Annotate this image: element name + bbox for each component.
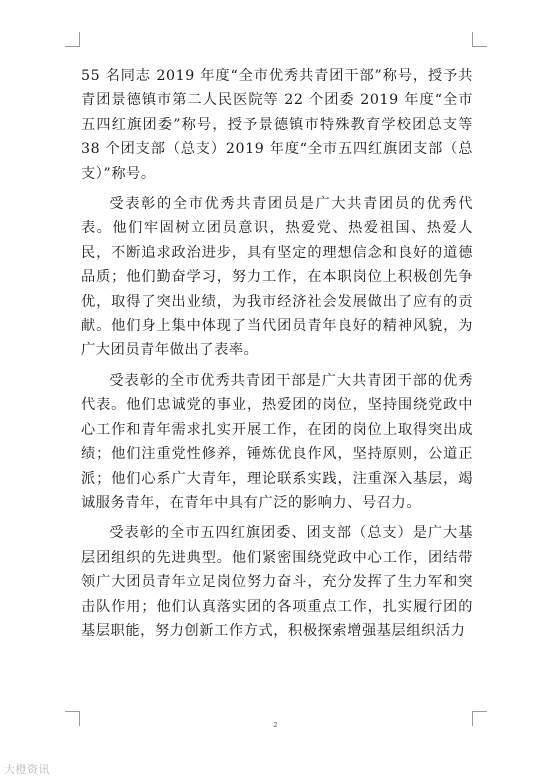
watermark: 大橙资讯 <box>4 763 50 776</box>
paragraph-outstanding-cadres: 受表彰的全市优秀共青团干部是广大共青团干部的优秀代表。他们忠诚党的事业，热爱团的岗位，坚持围绕党政中心工作和青年需求扎实开展工作，在团的岗位上取得突出成绩；他们注重党性修养，锤炼优良作风，坚持原则，公道正派；他们心系广大青年，理论联系实践，注重深入基层，竭诚服务青年，在青年中具有广泛的影响力、号召力。 <box>81 372 473 511</box>
paragraph-award-list: 55 名同志 2019 年度“全市优秀共青团干部”称号，授予共青团景德镇市第二人民医院等 22 个团委 2019 年度“全市五四红旗团委”称号，授予景德镇市特殊教育学校团总支等 38 个团支部（总支）2019 年度“全市五四红旗团支部（总支）”称号。 <box>81 68 473 182</box>
document-body <box>81 64 473 643</box>
paragraph-outstanding-members: 受表彰的全市优秀共青团员是广大共青团员的优秀代表。他们牢固树立团员意识，热爱党、热爱祖国、热爱人民，不断追求政治进步，具有坚定的理想信念和良好的道德品质；他们勤奋学习，努力工作，在本职岗位上积极创先争优，取得了突出业绩，为我市经济社会发展做出了应有的贡献。他们身上集中体现了当代团员青年良好的精神风貌，为广大团员青年做出了表率。 <box>81 196 473 359</box>
crop-mark-top-left <box>65 32 80 47</box>
paragraph-red-flag-organizations: 受表彰的全市五四红旗团委、团支部（总支）是广大基层团组织的先进典型。他们紧密围绕党政中心工作，团结带领广大团员青年立足岗位努力奋斗，充分发挥了生力军和突击队作用；他们认真落实团的各项重点工作，扎实履行团的基层职能，努力创新工作方式，积极探索增强基层组织活力 <box>81 525 473 639</box>
page-number: 2 <box>273 721 278 729</box>
crop-mark-top-right <box>472 32 487 47</box>
